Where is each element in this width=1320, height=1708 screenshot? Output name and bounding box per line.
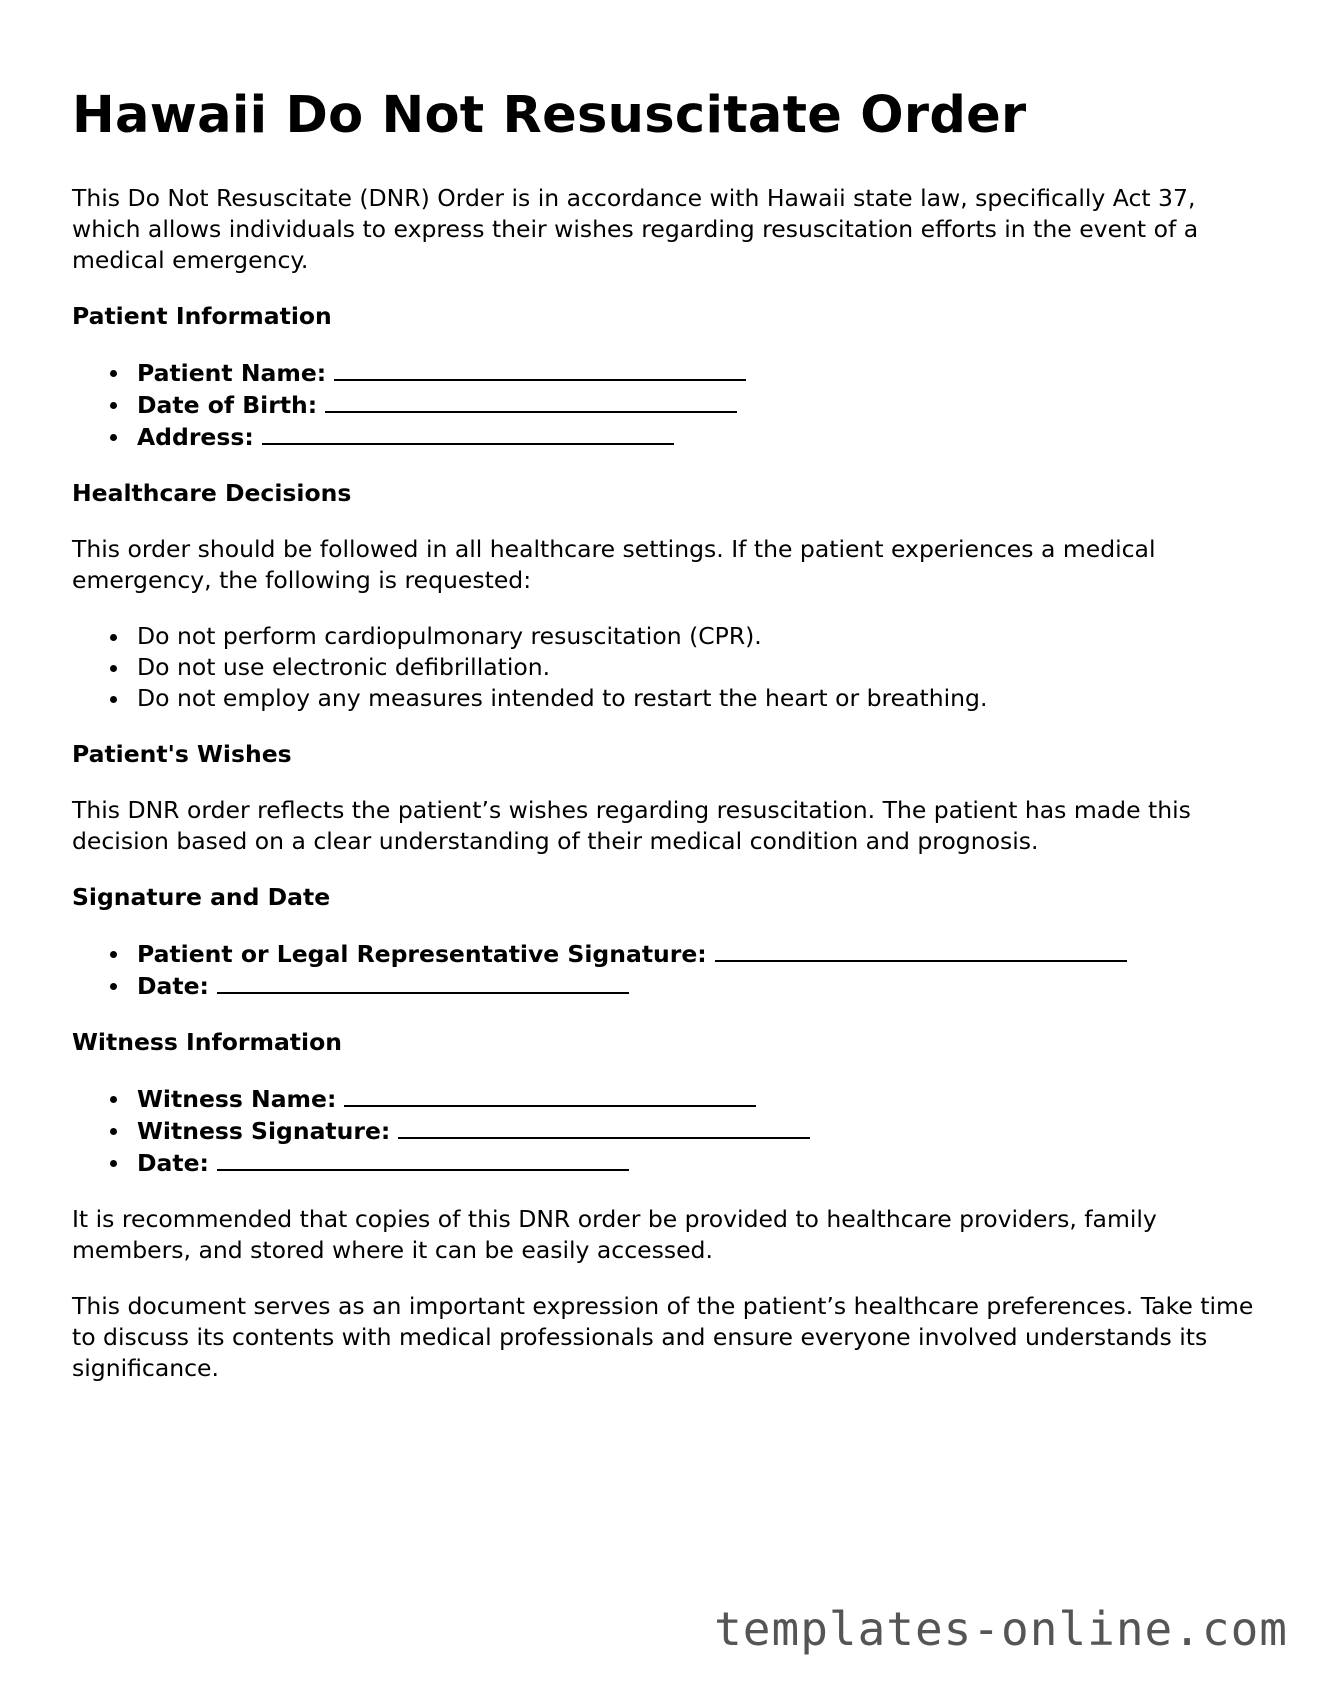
field-label: Witness Name:: [137, 1085, 337, 1113]
signature-date-blank[interactable]: [217, 970, 629, 994]
witness-signature-blank[interactable]: [398, 1115, 810, 1139]
field-label: Date:: [137, 972, 209, 1000]
witness-list: [72, 1083, 1262, 1179]
witness-signature-field: [137, 1115, 1262, 1147]
field-label: Address:: [137, 423, 254, 451]
wishes-heading: Patient's Wishes: [72, 740, 292, 768]
patient-info-list: [72, 357, 1262, 453]
address-field: [137, 421, 1262, 453]
field-label: Witness Signature:: [137, 1117, 391, 1145]
document-title: Hawaii Do Not Resuscitate Order: [72, 86, 1027, 145]
patient-name-field: [137, 357, 1262, 389]
list-item: Do not perform cardiopulmonary resuscitation (CPR).: [137, 621, 1262, 652]
list-item: Do not use electronic defibrillation.: [137, 652, 1262, 683]
closing-paragraph-1: It is recommended that copies of this DNR order be provided to healthcare providers, family members, and stored where it can be easily accessed.: [72, 1205, 1157, 1264]
patient-info-heading: Patient Information: [72, 302, 332, 330]
field-label: Patient Name:: [137, 359, 327, 387]
witness-heading: Witness Information: [72, 1028, 342, 1056]
list-item: Do not employ any measures intended to restart the heart or breathing.: [137, 683, 1262, 714]
date-of-birth-field: [137, 389, 1262, 421]
signature-heading: Signature and Date: [72, 883, 331, 911]
representative-signature-blank[interactable]: [715, 938, 1127, 962]
field-label: Patient or Legal Representative Signature:: [137, 940, 707, 968]
watermark: templates-online.com: [714, 1602, 1288, 1656]
witness-date-field: [137, 1147, 1262, 1179]
witness-date-blank[interactable]: [217, 1147, 629, 1171]
signature-list: [72, 938, 1262, 1002]
witness-name-field: [137, 1083, 1262, 1115]
representative-signature-field: [137, 938, 1262, 970]
healthcare-paragraph: This order should be followed in all healthcare settings. If the patient experiences a medical emergency, the following is requested:: [72, 535, 1156, 594]
healthcare-heading: Healthcare Decisions: [72, 479, 352, 507]
wishes-paragraph: This DNR order reflects the patient’s wishes regarding resuscitation. The patient has made this decision based on a clear understanding of their medical condition and prognosis.: [72, 796, 1191, 855]
address-blank[interactable]: [262, 421, 674, 445]
date-of-birth-blank[interactable]: [325, 389, 737, 413]
healthcare-list: [72, 621, 1262, 714]
field-label: Date of Birth:: [137, 391, 318, 419]
closing-paragraph-2: This document serves as an important expression of the patient’s healthcare preferences. Take time to discuss its contents with medical professionals and ensure everyone involved understands its significance.: [72, 1292, 1254, 1382]
witness-name-blank[interactable]: [344, 1083, 756, 1107]
patient-name-blank[interactable]: [334, 357, 746, 381]
field-label: Date:: [137, 1149, 209, 1177]
signature-date-field: [137, 970, 1262, 1002]
document-page: [72, 86, 1262, 1409]
intro-paragraph: This Do Not Resuscitate (DNR) Order is in accordance with Hawaii state law, specifically Act 37, which allows individuals to express their wishes regarding resuscitation efforts in the event of a medical emergency.: [72, 184, 1199, 274]
